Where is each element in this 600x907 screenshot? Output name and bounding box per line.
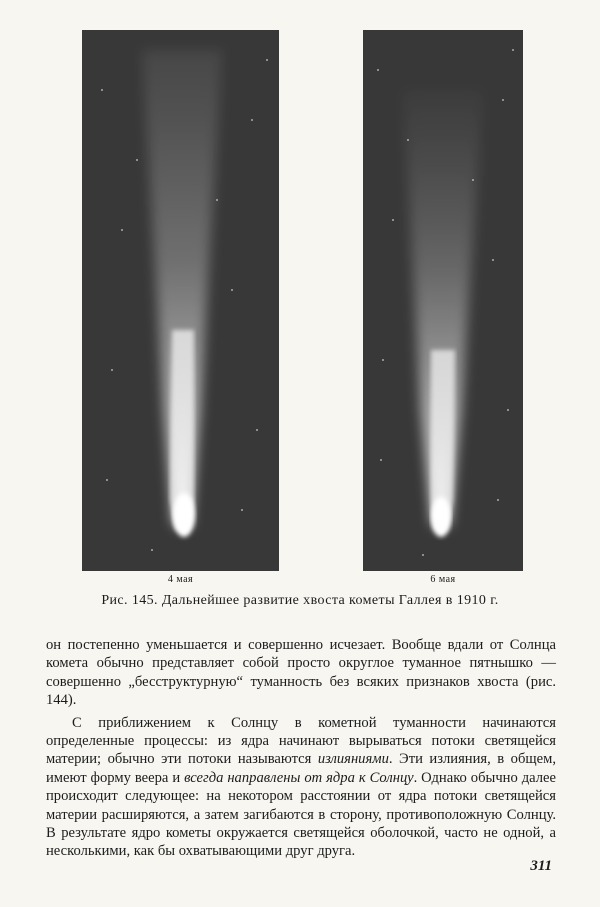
photo-label-may-4: 4 мая	[167, 574, 194, 585]
paragraph-2	[46, 714, 556, 861]
photo-label-may-6: 6 мая	[430, 574, 456, 585]
figure-caption: Рис. 145. Дальнейшее развитие хвоста кометы Галлея в 1910 г.	[101, 593, 499, 608]
comet-image	[82, 30, 279, 571]
emphasis-outflows: излияниями	[317, 751, 389, 768]
body-text	[46, 636, 556, 861]
emphasis-direction: всегда направлены от ядра к Солнцу	[184, 769, 414, 786]
paragraph-2-part-3: . Однако обычно далее происходит следующее: на некотором расстоянии от ядра потоки светящейся материи расширяются, а затем загибаются в сторону, противоположную Солнцу. В результате ядро кометы окружается светящейся оболочкой, часто не одной, а несколькими, как бы охватывающими друг друга.	[46, 769, 556, 860]
page-number: 311	[530, 858, 552, 874]
comet-photo-may-4	[82, 30, 279, 571]
paragraph-2-part-1: С приближением к Солнцу в кометной туманности начинаются определенные процессы: из ядра начинают вырываться потоки светящейся материи; обычно эти потоки называются	[46, 714, 556, 768]
comet-photo-may-6	[363, 30, 523, 571]
paragraph-2-part-2: . Эти излияния, в общем, имеют форму веера и	[46, 751, 557, 786]
paragraph-1: он постепенно уменьшается и совершенно исчезает. Вообще вдали от Солнца комета обычно представляет собой просто округлое туманное пятнышко — совершенно „бесструктурную“ туманность без всяких признаков хвоста (рис. 144).	[46, 637, 556, 709]
comet-image	[363, 30, 523, 571]
